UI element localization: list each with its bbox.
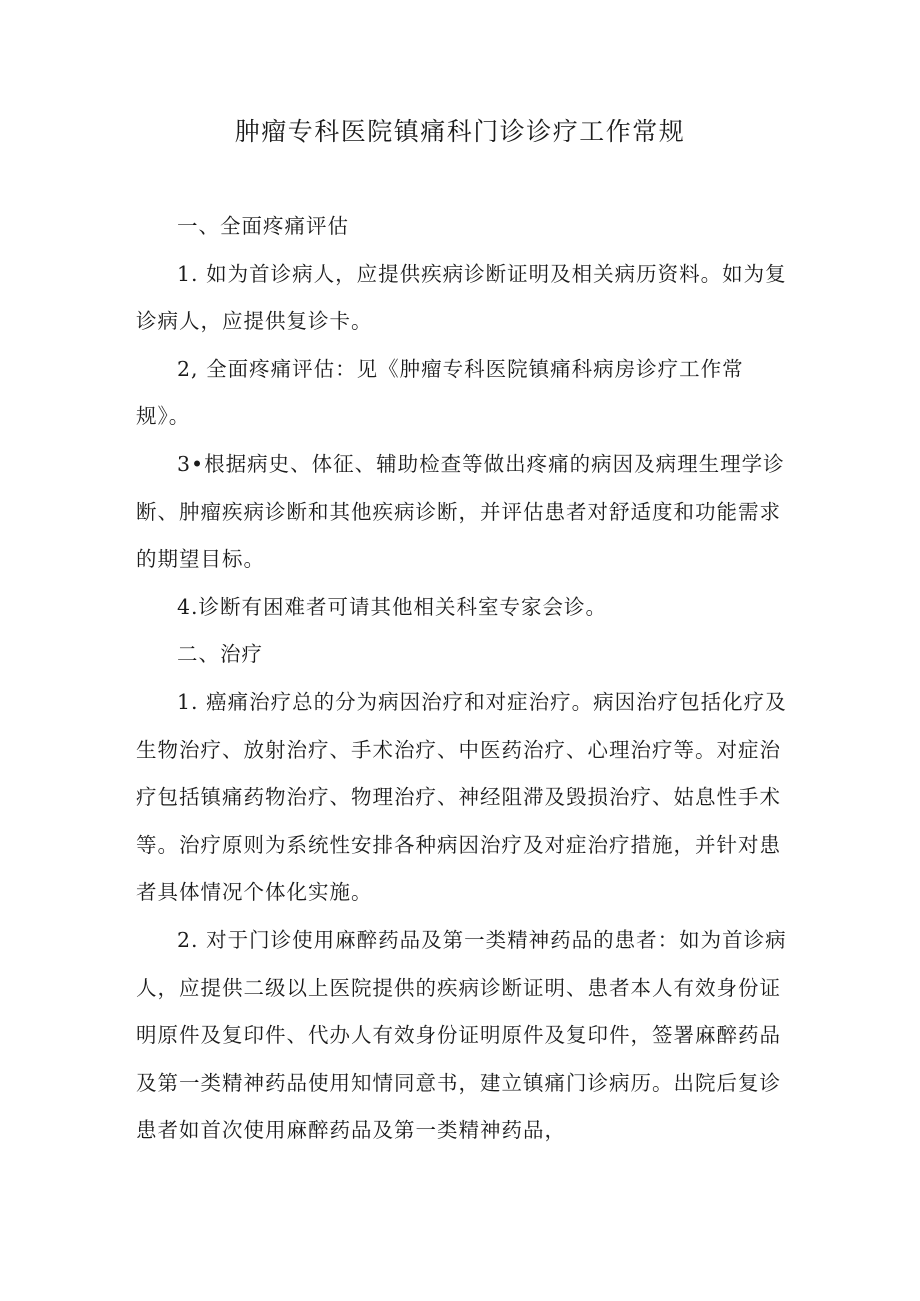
section-heading-treatment: 二、治疗	[177, 642, 263, 667]
paragraph-1: 1. 如为首诊病人，应提供疾病诊断证明及相关病历资料。如为复诊病人，应提供复诊卡。	[136, 261, 787, 334]
paragraph-4: 4.诊断有困难者可请其他相关科室专家会诊。	[177, 594, 608, 619]
paragraph-5: 1. 癌痛治疗总的分为病因治疗和对症治疗。病因治疗包括化疗及生物治疗、放射治疗、手术治疗、中医药治疗、心理治疗等。对症治疗包括镇痛药物治疗、物理治疗、神经阻滞及毁损治疗、姑息性手术等。治疗原则为系统性安排各种病因治疗及对症治疗措施，并针对患者具体情况个体化实施。	[136, 689, 787, 905]
document-body	[136, 203, 796, 1155]
document-title: 肿瘤专科医院镇痛科门诊诊疗工作常规	[234, 117, 686, 146]
paragraph-6: 2. 对于门诊使用麻醉药品及第一类精神药品的患者：如为首诊病人，应提供二级以上医院提供的疾病诊断证明、患者本人有效身份证明原件及复印件、代办人有效身份证明原件及复印件，签署麻醉药品及第一类精神药品使用知情同意书，建立镇痛门诊病历。出院后复诊患者如首次使用麻醉药品及第一类精神药品，	[136, 927, 787, 1143]
section-heading-assessment: 一、全面疼痛评估	[177, 214, 349, 238]
paragraph-3: 3•根据病史、体征、辅助检查等做出疼痛的病因及病理生理学诊断、肿瘤疾病诊断和其他疾病诊断，并评估患者对舒适度和功能需求的期望目标。	[136, 451, 785, 572]
paragraph-2: 2, 全面疼痛评估：见《肿瘤专科医院镇痛科病房诊疗工作常规》。	[136, 356, 744, 429]
